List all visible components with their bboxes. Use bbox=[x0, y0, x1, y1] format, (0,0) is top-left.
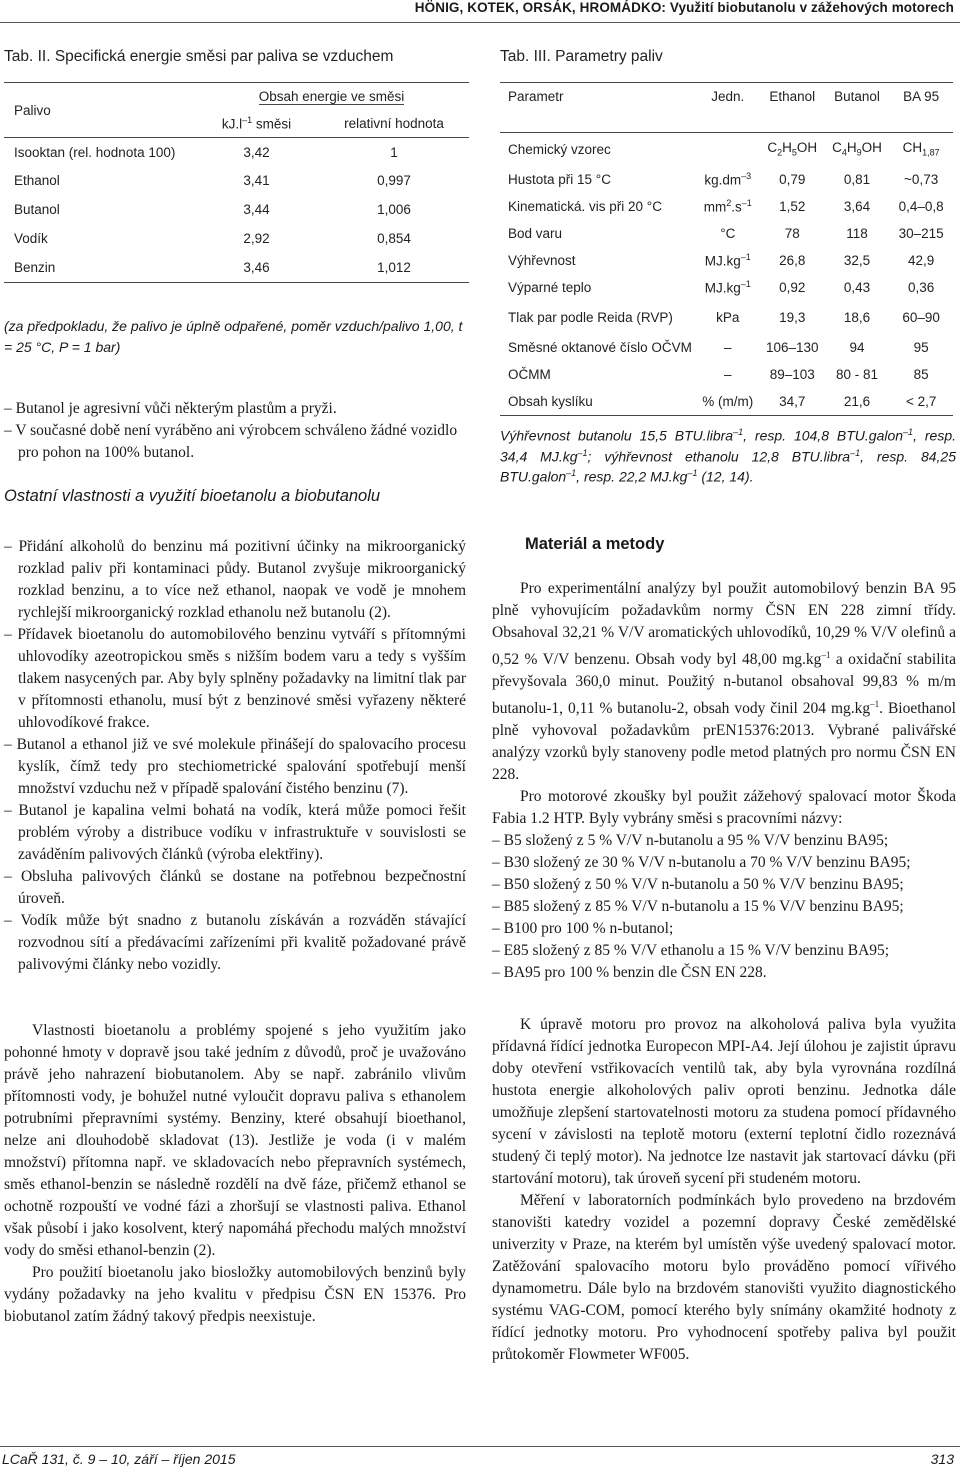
table2-caption: Tab. II. Specifická energie směsi par paliva se vzduchem bbox=[4, 48, 394, 65]
table-row: Isooktan (rel. hodnota 100) 3,42 1 bbox=[14, 144, 398, 160]
paragraph: Vlastnosti bioetanolu a problémy spojené s jeho využitím jako pohonné hmoty v dopravě jsou také jedním z důvodů, proč je uvažováno právě jeho nahrazení biobutanolem. Aby se např. zabránilo vlivům přítomnosti vody, je bohužel nutné vyloučit dopravu paliva s ethanolem potrubními přepravními systémy. Benziny, které obsahují bioethanol, nelze ani dlouhodobě skladovat (13). Jestliže je voda (i v malém množství) přítomna např. ve skladovacích nebo přepravních systémech, směs ethanol-benzin se následně rozdělí na dvě fáze, přičemž ethanol se ochotně rozpouští ve vodné fázi a zhoršují se vlastnosti paliva. Ethanol však působí i jako kosolvent, který napomáhá přechodu malých množství vody do směsi ethanol-benzin (2). bbox=[4, 1022, 466, 1259]
list-item: – B85 složený z 85 % V/V n-butanolu a 15 % V/V benzinu BA95; bbox=[492, 898, 904, 916]
table-row: Bod varu °C 78 118 30–215 bbox=[508, 225, 944, 241]
table2-note: (za předpokladu, že palivo je úplně odpařené, poměr vzduch/palivo 1,00, t = 25 °C, P = 1 bar) bbox=[4, 318, 463, 355]
right-column-body bbox=[492, 578, 956, 1366]
running-header: HÖNIG, KOTEK, ORSÁK, HROMÁDKO: Využití biobutanolu v zážehových motorech bbox=[414, 0, 954, 15]
table-row: Výparné teplo $MJ.kg^{-1}$ 0,92 0,43 0,36 bbox=[508, 278, 935, 296]
paragraph: K úpravě motoru pro provoz na alkoholová paliva byla využita přídavná řídící jednotka Europecon MPI-A4. Její úlohou je zajistit úpravu doby otevření vstřikovacích ventilů tak, aby byla vyrovnána rozdílná hustota energie alkoholových paliv oproti benzinu. Jednotka dále umožňuje zlepšení startovatelnosti motoru za studena pomocí přídavného sycení v závislosti na teplotě motoru (externí teplotní čidlo rozeznává studený či teplý motor). Na jednotce lze nastavit jak startovací dávku (při startování motoru), tak úroveň sycení při studeném motoru. bbox=[492, 1016, 956, 1188]
table2-group-header: Obsah energie ve směsi bbox=[258, 88, 405, 104]
table-row: Tlak par podle Reida (RVP) kPa 19,3 18,6 60–90 bbox=[508, 309, 940, 325]
list-item: – Vodík může být snadno z butanolu získáván a rozváděn stávající rozvodnou sítí a předávacími zařízeními při kvalitě požadované právě palivovými články nebo vozidly. bbox=[4, 912, 466, 973]
header-rule bbox=[0, 22, 960, 23]
list-item: – Přídavek bioetanolu do automobilového benzinu vytváří s přítomnými uhlovodíky azeotropickou směs s nižším bodem varu a tedy s vyšším tlakem nasycených par. Aby byly splněny požadavky na limitní tlak par v přítomnosti ethanolu, musí být z benzinové směsi vyřazeny některé uhlovodíkové frakce. bbox=[4, 626, 466, 731]
list-item: – B5 složený z 5 % V/V n-butanolu a 95 % V/V benzinu BA95; bbox=[492, 832, 889, 850]
table-row: Směsné oktanové číslo OČVM – 106–130 94 95 bbox=[508, 339, 929, 355]
list-item: – BA95 pro 100 % benzin dle ČSN EN 228. bbox=[492, 964, 767, 982]
list-item: – V současné době není vyráběno ani výrobcem schváleno žádné vozidlo pro pohon na 100% butanol. bbox=[4, 422, 458, 461]
table-row: Butanol 3,44 1,006 bbox=[14, 202, 411, 217]
list-item: – E85 složený z 85 % V/V ethanolu a 15 % V/V benzinu BA95; bbox=[492, 942, 890, 960]
page-number: 313 bbox=[930, 1451, 954, 1467]
list-item: – B100 pro 100 % n-butanol; bbox=[492, 920, 674, 938]
list-item: – Butanol je kapalina velmi bohatá na vodík, která může pomoci řešit problém výroby a distribuce vodíku v infrastruktuře v souvislosti se zaváděním palivových článků (výroba elektřiny). bbox=[4, 802, 466, 863]
paragraph: Pro použití bioetanolu jako biosložky automobilových benzinů byly vydány požadavky na jeho kvalitu v předpisu ČSN EN 15376. Pro biobutanol zatím žádný takový předpis neexistuje. bbox=[4, 1264, 466, 1325]
list-item: – Obsluha palivových článků se dostane na potřebnou bezpečnostní úroveň. bbox=[4, 868, 466, 907]
table-row: Benzin 3,46 1,012 bbox=[14, 260, 411, 275]
table-row: OČMM – 89–103 80 - 81 85 bbox=[508, 366, 929, 382]
left-dash-list bbox=[4, 398, 476, 464]
list-item: – Butanol je agresivní vůči některým plastům a pryži. bbox=[4, 400, 337, 417]
list-item: – B30 složený ze 30 % V/V n-butanolu a 70 % V/V benzinu BA95; bbox=[492, 854, 911, 872]
table3-note: Výhřevnost butanolu 15,5 BTU.libra$^{-1}$, resp. 104,8 BTU.galon$^{-1}$, resp. 34,4 $MJ.kg^{-1}$; výhřevnost ethanolu 12,8 BTU.libra$^{-1}$, resp. 84,25 BTU.galon$^{-1}$, resp. 22,2 $MJ.kg^{-1}$ (12, 14). bbox=[500, 427, 956, 485]
paragraph: Pro experimentální analýzy byl použit automobilový benzin BA 95 plně vyhovujícím požadavkům normy ČSN EN 228 zimní třídy. Obsahoval 32,21 % V/V aromatických uhlovodíků, 10,29 % V/V olefinů a 0,52 % V/V benzenu. Obsah vody byl 48,00 $mg.kg^{-1}$ a oxidační stabilita převyšovala 360,0 minut. Použitý n-butanol obsahoval 99,83 % m/m butanolu-1, 0,11 % butanolu-2, obsah vody činil 204 $mg.kg^{-1}$. Bioethanol plně vyhovoval požadavkům prEN15376:2013. Vybrané palivářské analýzy vzorků byly stanoveny podle metod platných pro normu ČSN EN 228. bbox=[492, 580, 956, 784]
table2-header-fuel: Palivo bbox=[14, 102, 51, 118]
left-column-body bbox=[4, 536, 466, 1328]
list-item: – Přidání alkoholů do benzinu má pozitivní účinky na mikroorganický rozklad paliv při kontaminaci půdy. Butanol zvyšuje mikroorganický rozklad benzinu, a to více než ethanol, naopak ve vodě je mnohem rychlejší mikroorganický rozklad ethanolu než butanolu (2). bbox=[4, 538, 466, 621]
table3-header-row: Parametr Jedn. Ethanol Butanol BA 95 bbox=[508, 89, 940, 104]
section-heading-materials-methods: Materiál a metody bbox=[525, 535, 665, 553]
list-item: – B50 složený z 50 % V/V n-butanolu a 50 % V/V benzinu BA95; bbox=[492, 876, 904, 894]
footer-rule bbox=[0, 1446, 960, 1447]
list-item: – Butanol a ethanol již ve své molekule přinášejí do spalovacího procesu kyslík, čímž tedy pro stechiometrické spalování spotřebují menší množství vzduchu než v případě spalování čistého benzinu (7). bbox=[4, 736, 466, 797]
paragraph: Měření v laboratorních podmínkách bylo provedeno na brzdovém stanovišti katedry vozidel a pozemní dopravy České zemědělské univerzity v Praze, na kterém byl umístěn výše uvedený spalovací motor. Zatěžování spalovacího motoru bylo prováděno pomocí vířivého dynamometru. Dále bylo na brzdovém stanovišti využito diagnostického systému VAG-COM, pomocí kterého byly snímány okamžité hodnoty z řídící jednotky motoru. Pro vyhodnocení spotřeby paliva byl použit průtokoměr Flowmeter WF005. bbox=[492, 1192, 956, 1364]
table-row: Vodík 2,92 0,854 bbox=[14, 231, 411, 246]
table2-header-relative: relativní hodnota bbox=[344, 115, 444, 131]
table2 bbox=[4, 82, 469, 283]
footer-journal: LCaŘ 131, č. 9 – 10, září – říjen 2015 bbox=[2, 1451, 236, 1467]
table-row: Chemický vzorec $C_2H_5OH$ $C_4H_9OH$ $CH_{1,87}$ bbox=[508, 140, 940, 158]
table-row: Hustota při 15 °C $kg.dm^{-3}$ 0,79 0,81 ~0,73 bbox=[508, 170, 939, 188]
table-row: Ethanol 3,41 0,997 bbox=[14, 173, 411, 188]
table3-caption: Tab. III. Parametry paliv bbox=[500, 48, 663, 65]
table-row: Kinematická. vis při 20 °C $mm^2.s^{-1}$ 1,52 3,64 0,4–0,8 bbox=[508, 197, 944, 215]
table-row: Obsah kyslíku % (m/m) 34,7 21,6 < 2,7 bbox=[508, 393, 937, 409]
table2-header-unit: $kJ.l^{-1}$ směsi bbox=[221, 114, 292, 132]
paragraph: Pro motorové zkoušky byl použit zážehový spalovací motor Škoda Fabia 1.2 HTP. Byly vybrány směsi s pracovními názvy: bbox=[492, 788, 956, 828]
section-heading-other-properties: Ostatní vlastnosti a využití bioetanolu a biobutanolu bbox=[4, 487, 381, 505]
table3 bbox=[500, 82, 953, 416]
table-row: Výhřevnost $MJ.kg^{-1}$ 26,8 32,5 42,9 bbox=[508, 251, 935, 269]
